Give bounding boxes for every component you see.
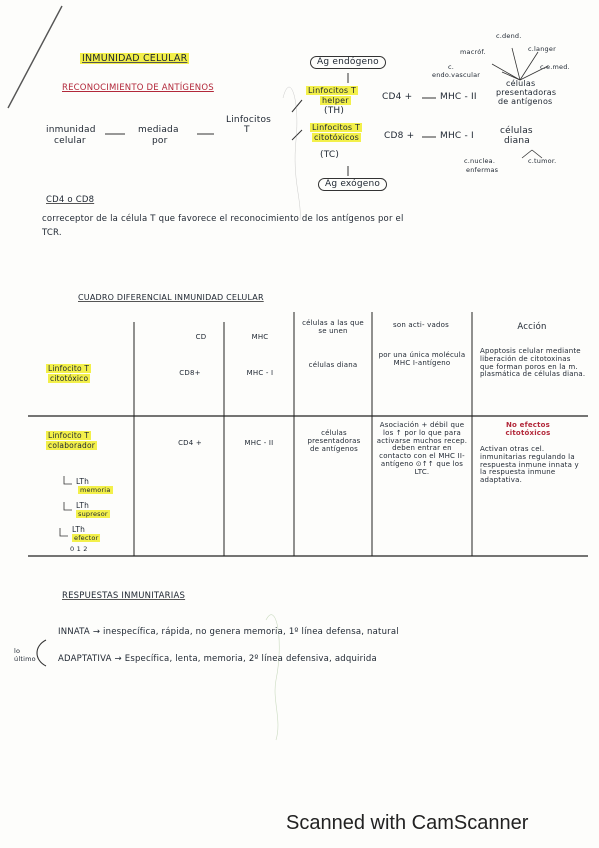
cel-diana-1: células [500,126,533,136]
page-subtitle: RECONOCIMIENTO DE ANTÍGENOS [62,83,214,93]
cd4cd8-text-1: correceptor de la célula T que favorece el reconocimiento de los antígenos por el [42,214,404,224]
row2-label-1: Linfocito T [48,431,90,440]
ag-endogeno-label: Ag endógeno [310,56,386,69]
diagram-por: por [152,136,168,146]
row1-cd: CD8+ [179,369,201,377]
c-nuclea-label-2: enfermas [466,166,499,174]
mhc1-label: MHC - I [440,131,474,141]
helper-abbrev: (TH) [324,106,345,116]
row1-mhc: MHC - I [246,369,274,377]
table-heading: CUADRO DIFERENCIAL INMUNIDAD CELULAR [78,293,264,302]
row2-sub3-c: 0 1 2 [70,545,88,553]
diagram-mediada: mediada [138,125,179,135]
respuestas-bracket [37,640,46,666]
cel-presentadoras-3: de antígenos [498,97,553,106]
row2-accion-red: No efectos citotóxicos [505,421,551,437]
table-header-accion: Acción [517,322,547,332]
row2-sub1-b: memoria [80,486,111,494]
row2-activados: Asociación + débil que los ↑ por lo que para activarse muchos recep. deben entrar en contacto con el MHC II-antígeno ⊙↑↑ que los LTC. [376,421,468,476]
helper-label: Linfocitos T [308,86,357,95]
cyto-abbrev: (TC) [320,150,340,160]
helper-label-2: helper [322,96,349,105]
camscanner-watermark: Scanned with CamScanner [286,812,529,834]
c-e-med-label: c.e.med. [540,63,570,71]
c-dend-label: c.dend. [496,32,522,40]
row1-accion: Apoptosis celular mediante liberación de citotoxinas que forman poros en la m. plasmática de células diana. [480,347,586,379]
table-header-celulas: células a las que se unen [302,319,364,335]
macrof-label: macróf. [460,48,486,56]
row1-celulas: células diana [308,361,358,369]
respuestas-side-1: lo [14,647,21,655]
cel-diana-2: diana [504,136,530,146]
ag-exogeno-label: Ag exógeno [318,178,387,191]
table-header-activados: son acti- vados [393,321,449,329]
table-header-cd: CD [195,333,207,341]
page-title: INMUNIDAD CELULAR [82,53,188,64]
cel-presentadoras-2: presentadoras [496,88,557,97]
arrow-cyto [292,130,302,140]
row2-celulas: células presentadoras de antígenos [307,429,361,453]
row2-sub2-a: LTh [76,501,90,510]
row2-sub2-b: supresor [78,510,108,518]
diagram-celular: celular [54,136,86,146]
row2-sub3-b: efector [74,534,99,542]
cel-presentadoras-1: células [506,79,536,88]
respuestas-side-2: último [14,655,36,663]
table-header-mhc: MHC [251,333,269,341]
cd4cd8-text-2: TCR. [42,228,62,238]
corner-stroke [8,6,62,108]
row2-accion: Activan otras cel. inmunitarias regulando la respuesta inmune innata y la respuesta inmune adaptativa. [480,445,579,485]
c-nuclea-label-1: c.nuclea. [464,157,496,165]
row1-label-1: Linfocito T [48,364,90,373]
diagram-linfocitos-t: T [244,125,250,135]
cd4cd8-heading: CD4 o CD8 [46,195,95,205]
respuestas-adaptativa: ADAPTATIVA → Específica, lenta, memoria, 2º línea defensiva, adquirida [58,654,377,664]
cyto-label: Linfocitos T [312,123,361,132]
cd8-label: CD8 + [384,131,415,141]
c-langer-label: c.langer [528,45,556,53]
c-endo-label-2: endo.vascular [432,71,481,79]
diagram-linfocitos: Linfocitos [226,115,272,125]
mhc2-label: MHC - II [440,92,477,102]
row2-mhc: MHC - II [244,439,274,447]
row2-sub3-a: LTh [72,525,86,534]
cd4-label: CD4 + [382,92,413,102]
row2-cd: CD4 + [178,439,202,447]
arrow-up-helper [292,100,302,112]
diagram-inmunidad: inmunidad [46,125,96,135]
row2-sub1-a: LTh [76,477,90,486]
respuestas-heading: RESPUESTAS INMUNITARIAS [62,591,186,601]
row1-label-2: citotóxico [50,374,89,383]
respuestas-innata: INNATA → inespecífica, rápida, no genera memoria, 1º línea defensa, natural [58,627,399,637]
row2-label-2: colaborador [48,441,96,450]
row1-activados: por una única molécula MHC I-antígeno [378,351,466,367]
c-tumor-label: c.tumor. [528,157,557,165]
cyto-label-2: citotóxicos [314,133,360,142]
c-endo-label-1: c. [448,63,455,71]
